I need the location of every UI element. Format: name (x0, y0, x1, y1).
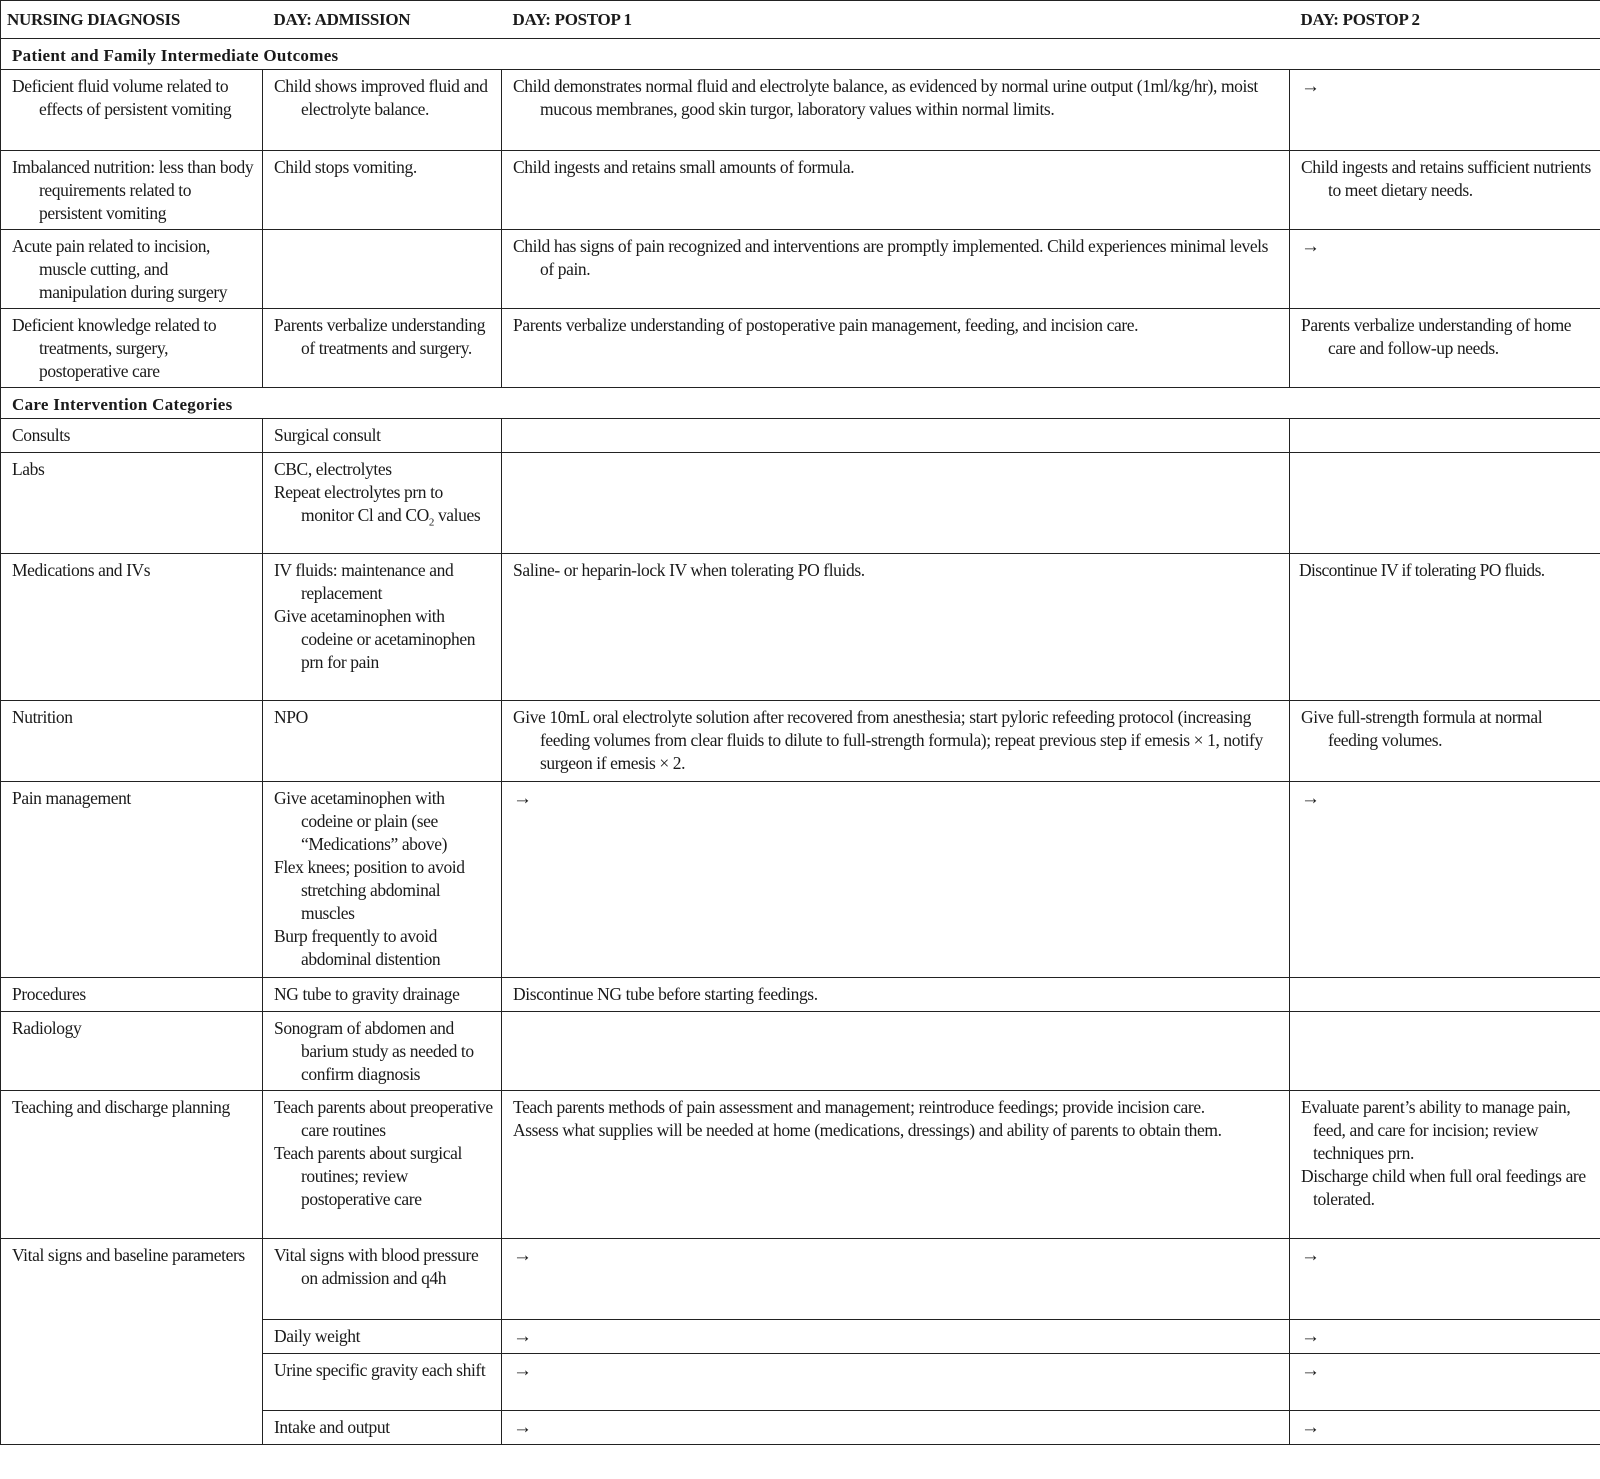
admission-cell: IV fluids: maintenance and replacement Give acetaminophen with codeine or acetaminophen prn for pain (263, 554, 502, 701)
diagnosis-cell: Deficient knowledge related to treatments, surgery, postoperative care (1, 309, 263, 388)
category-cell: Consults (1, 419, 263, 453)
admission-cell: Child stops vomiting. (263, 151, 502, 230)
admission-cell: Vital signs with blood pressure on admission and q4h (263, 1239, 502, 1320)
admission-cell: Surgical consult (263, 419, 502, 453)
section-title-interventions: Care Intervention Categories (1, 388, 1600, 419)
postop2-cell: Evaluate parent’s ability to manage pain, feed, and care for incision; review techniques prn. Discharge child when full oral feedings are tolerated. (1290, 1091, 1600, 1239)
postop2-cell: → (1290, 782, 1600, 978)
admission-cell: NG tube to gravity drainage (263, 978, 502, 1012)
category-cell: Labs (1, 453, 263, 554)
admission-cell: Child shows improved fluid and electrolyte balance. (263, 70, 502, 151)
postop1-cell: → (502, 1320, 1290, 1354)
section-title-outcomes: Patient and Family Intermediate Outcomes (1, 39, 1600, 70)
postop1-cell: Parents verbalize understanding of postoperative pain management, feeding, and incision care. (502, 309, 1290, 388)
postop2-cell: Give full-strength formula at normal feeding volumes. (1290, 701, 1600, 782)
postop1-cell (502, 1012, 1290, 1091)
admission-cell: Intake and output (263, 1411, 502, 1445)
table-row (1, 1091, 1600, 1239)
postop2-cell: → (1290, 1411, 1600, 1445)
table-row (1, 309, 1600, 388)
postop2-cell: → (1290, 1354, 1600, 1411)
admission-cell: CBC, electrolytes Repeat electrolytes prn to monitor Cl and $CO_2$ values (263, 453, 502, 554)
postop2-cell (1290, 978, 1600, 1012)
table-row (1, 1239, 1600, 1320)
postop1-cell: → (502, 1411, 1290, 1445)
category-cell: Pain management (1, 782, 263, 978)
section-row-outcomes (1, 39, 1600, 70)
header-diagnosis: NURSING DIAGNOSIS (1, 1, 263, 39)
table-row (1, 70, 1600, 151)
diagnosis-cell: Imbalanced nutrition: less than body requirements related to persistent vomiting (1, 151, 263, 230)
postop1-cell: → (502, 782, 1290, 978)
postop1-cell (502, 453, 1290, 554)
table-row (1, 419, 1600, 453)
category-cell: Teaching and discharge planning (1, 1091, 263, 1239)
header-admission: DAY: ADMISSION (263, 1, 502, 39)
admission-cell (263, 230, 502, 309)
postop1-cell: → (502, 1239, 1290, 1320)
admission-cell: NPO (263, 701, 502, 782)
table-row (1, 230, 1600, 309)
admission-cell: Sonogram of abdomen and barium study as needed to confirm diagnosis (263, 1012, 502, 1091)
postop1-cell: Saline- or heparin-lock IV when tolerating PO fluids. (502, 554, 1290, 701)
category-cell: Medications and IVs (1, 554, 263, 701)
postop1-cell: Give 10mL oral electrolyte solution after recovered from anesthesia; start pyloric refeeding protocol (increasing feeding volumes from clear fluids to dilute to full-strength formula); repeat previous step if emesis × 1, notify surgeon if emesis × 2. (502, 701, 1290, 782)
postop1-cell: Teach parents methods of pain assessment and management; reintroduce feedings; provide incision care. Assess what supplies will be needed at home (medications, dressings) and ability of parents to obtain them. (502, 1091, 1290, 1239)
admission-cell: Parents verbalize understanding of treatments and surgery. (263, 309, 502, 388)
diagnosis-cell: Deficient fluid volume related to effects of persistent vomiting (1, 70, 263, 151)
admission-cell: Urine specific gravity each shift (263, 1354, 502, 1411)
header-postop2: DAY: POSTOP 2 (1290, 1, 1600, 39)
table-row (1, 453, 1600, 554)
table-row (1, 554, 1600, 701)
postop2-cell: → (1290, 230, 1600, 309)
table-row (1, 978, 1600, 1012)
postop1-cell: → (502, 1354, 1290, 1411)
header-postop1: DAY: POSTOP 1 (502, 1, 1290, 39)
postop2-cell: → (1290, 1239, 1600, 1320)
admission-cell: Daily weight (263, 1320, 502, 1354)
postop2-cell: Child ingests and retains sufficient nutrients to meet dietary needs. (1290, 151, 1600, 230)
admission-cell: Give acetaminophen with codeine or plain (see “Medications” above) Flex knees; position to avoid stretching abdominal muscles Burp frequently to avoid abdominal distention (263, 782, 502, 978)
diagnosis-cell: Acute pain related to incision, muscle cutting, and manipulation during surgery (1, 230, 263, 309)
postop2-cell (1290, 419, 1600, 453)
category-cell: Nutrition (1, 701, 263, 782)
header-row (1, 1, 1600, 39)
postop1-cell: Child ingests and retains small amounts of formula. (502, 151, 1290, 230)
postop2-cell: → (1290, 70, 1600, 151)
category-cell: Vital signs and baseline parameters (1, 1239, 263, 1445)
postop2-cell (1290, 1012, 1600, 1091)
admission-cell: Teach parents about preoperative care routines Teach parents about surgical routines; review postoperative care (263, 1091, 502, 1239)
postop2-cell (1290, 453, 1600, 554)
postop2-cell: Parents verbalize understanding of home care and follow-up needs. (1290, 309, 1600, 388)
section-row-interventions (1, 388, 1600, 419)
postop2-cell: Discontinue IV if tolerating PO fluids. (1290, 554, 1600, 701)
postop1-cell: Discontinue NG tube before starting feedings. (502, 978, 1290, 1012)
category-cell: Procedures (1, 978, 263, 1012)
postop2-cell: → (1290, 1320, 1600, 1354)
postop1-cell (502, 419, 1290, 453)
postop1-cell: Child demonstrates normal fluid and electrolyte balance, as evidenced by normal urine output (1ml/kg/hr), moist mucous membranes, good skin turgor, laboratory values within normal limits. (502, 70, 1290, 151)
table-row (1, 782, 1600, 978)
postop1-cell: Child has signs of pain recognized and interventions are promptly implemented. Child experiences minimal levels of pain. (502, 230, 1290, 309)
table-row (1, 151, 1600, 230)
table-row (1, 701, 1600, 782)
table-row (1, 1012, 1600, 1091)
category-cell: Radiology (1, 1012, 263, 1091)
